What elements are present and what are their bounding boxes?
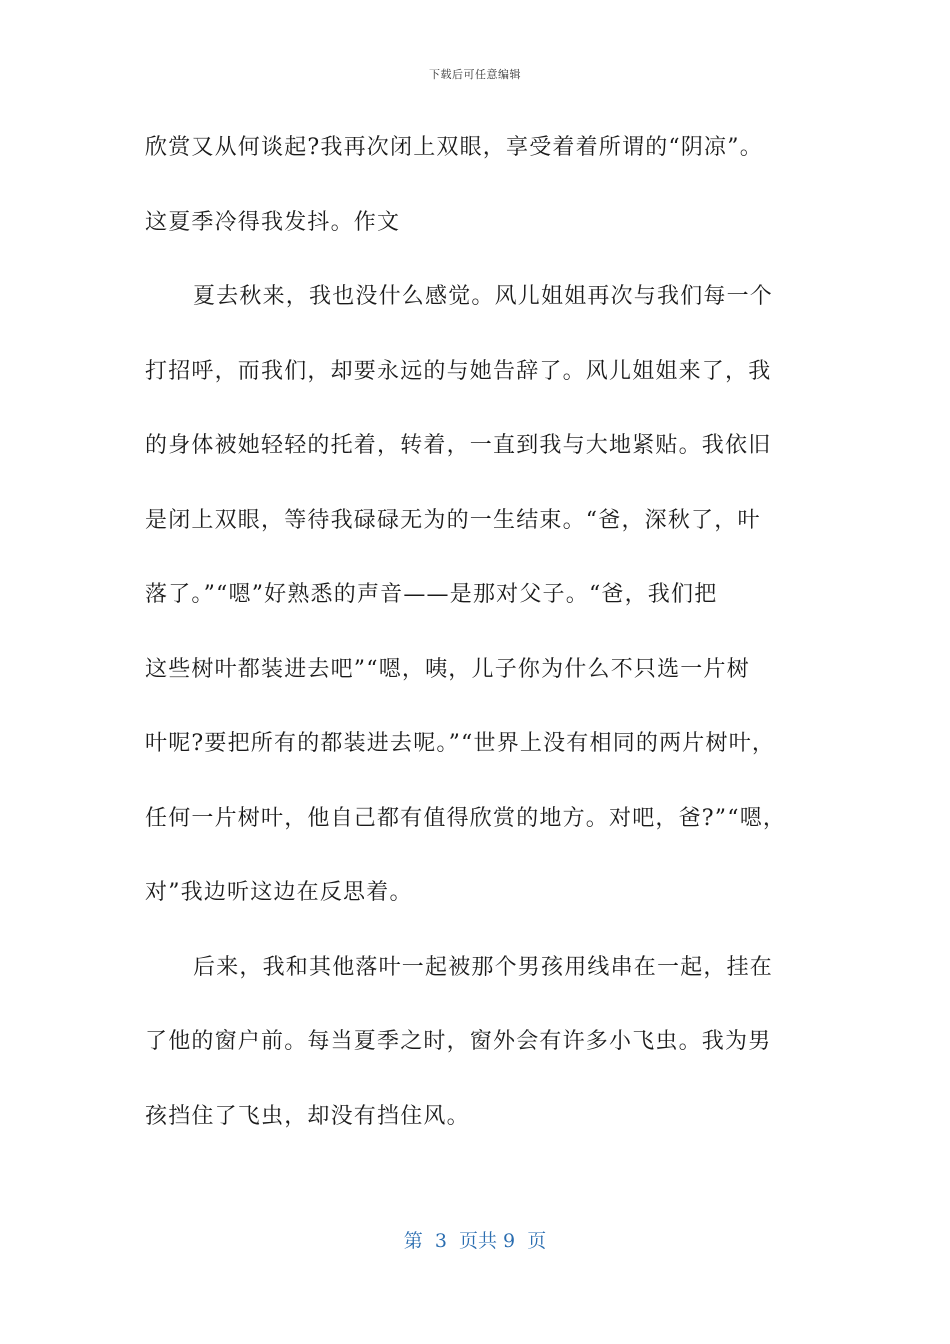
text-line: 欣赏又从何谈起?我再次闭上双眼，享受着着所谓的“阴凉”。	[145, 135, 763, 160]
page-number-footer: 第 3 页共 9 页	[403, 1230, 547, 1252]
text-line: 的身体被她轻轻的托着，转着，一直到我与大地紧贴。我依旧	[145, 433, 772, 458]
text-line: 落了。”“嗯”好熟悉的声音——是那对父子。“爸，我们把	[145, 582, 718, 607]
text-line: 这夏季冷得我发抖。作文	[145, 209, 401, 235]
paragraph-start-line: 夏去秋来，我也没什么感觉。风儿姐姐再次与我们每一个	[193, 284, 774, 309]
document-body	[145, 126, 825, 1169]
text-line: 孩挡住了飞虫，却没有挡住风。	[145, 1103, 470, 1129]
paragraph-start-line: 后来，我和其他落叶一起被那个男孩用线串在一起，挂在	[193, 954, 774, 980]
text-line: 叶呢?要把所有的都装进去呢。”“世界上没有相同的两片树叶，	[145, 731, 776, 756]
text-line: 任何一片树叶，他自己都有值得欣赏的地方。对吧，爸?”“嗯，	[145, 805, 787, 831]
text-line: 对”我边听这边在反思着。	[145, 880, 413, 905]
text-line: 是闭上双眼，等待我碌碌无为的一生结束。“爸，深秋了，叶	[145, 507, 761, 533]
page-header: 下载后可任意编辑	[429, 68, 521, 81]
text-line: 了他的窗户前。每当夏季之时，窗外会有许多小飞虫。我为男	[145, 1029, 772, 1054]
text-line: 打招呼，而我们，却要永远的与她告辞了。风儿姐姐来了，我	[145, 358, 772, 384]
text-line: 这些树叶都装进去吧”“嗯，咦，儿子你为什么不只选一片树	[145, 656, 750, 682]
